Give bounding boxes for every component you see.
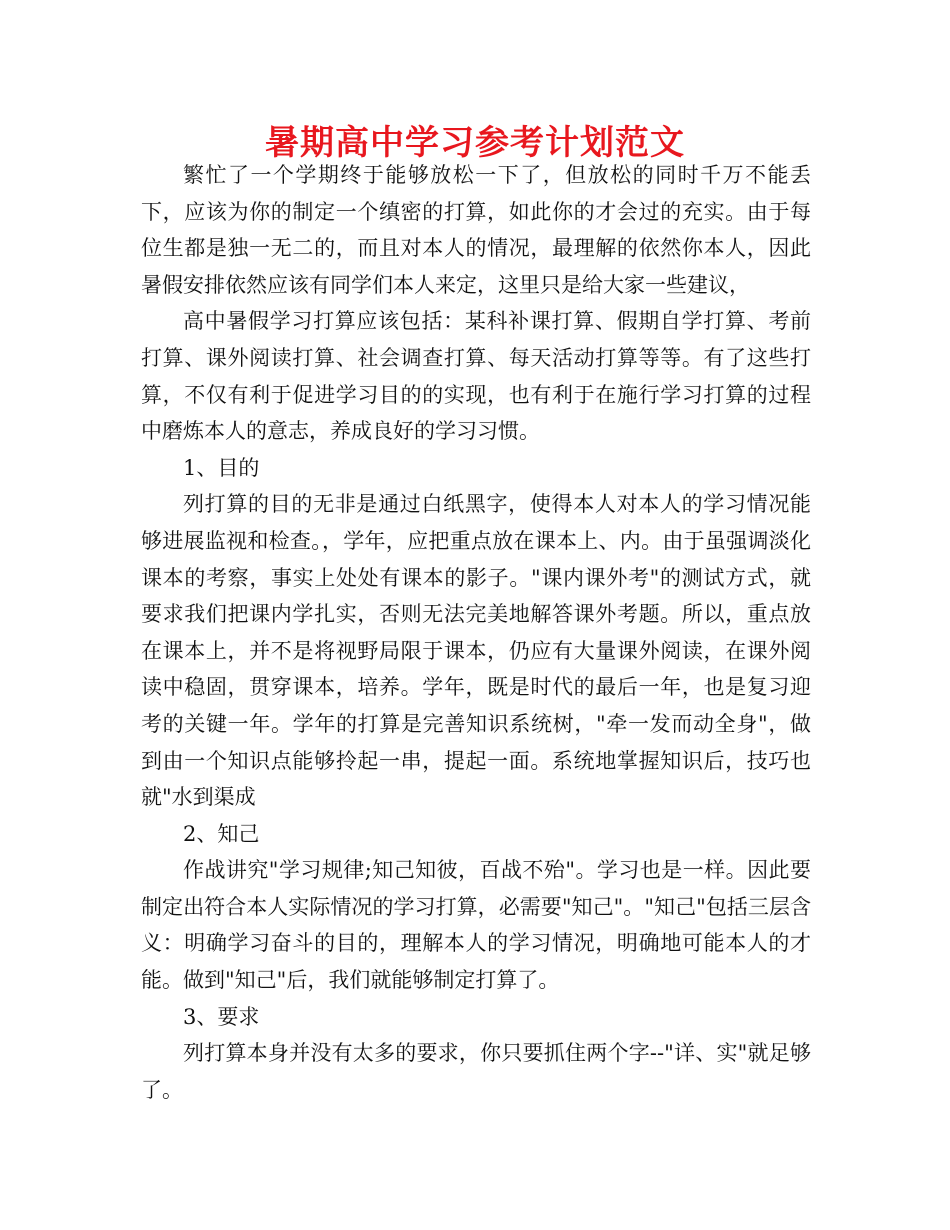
document-body [141,157,811,1108]
section-heading-purpose: 1、目的 [183,455,260,480]
document-title: 暑期高中学习参考计划范文 [265,123,685,163]
paragraph-know-yourself: 作战讲究"学习规律;知己知彼，百战不殆"。学习也是一样。因此要制定出符合本人实际情况的学习打算，必需要"知己"。"知己"包括三层含义：明确学习奋斗的目的，理解本人的学习情况，明确地可能本人的才能。做到"知己"后，我们就能够制定打算了。 [141,858,811,993]
section-heading-requirements: 3、要求 [183,1004,260,1029]
paragraph-plan-contents: 高中暑假学习打算应该包括：某科补课打算、假期自学打算、考前打算、课外阅读打算、社会调查打算、每天活动打算等等。有了这些打算，不仅有利于促进学习目的的实现，也有利于在施行学习打算的过程中磨炼本人的意志，养成良好的学习习惯。 [141,309,811,444]
paragraph-requirements: 列打算本身并没有太多的要求，你只要抓住两个字--"详、实"就足够了。 [141,1041,811,1102]
paragraph-intro: 繁忙了一个学期终于能够放松一下了，但放松的同时千万不能丢下，应该为你的制定一个缜密的打算，如此你的才会过的充实。由于每位生都是独一无二的，而且对本人的情况，最理解的依然你本人，因此暑假安排依然应该有同学们本人来定，这里只是给大家一些建议， [141,163,811,297]
section-heading-know-yourself: 2、知己 [183,821,260,846]
paragraph-purpose: 列打算的目的无非是通过白纸黑字，使得本人对本人的学习情况能够进展监视和检查。，学年，应把重点放在课本上、内。由于虽强调淡化课本的考察，事实上处处有课本的影子。"课内课外考"的测试方式，就要求我们把课内学扎实，否则无法完美地解答课外考题。所以，重点放在课本上，并不是将视野局限于课本，仍应有大量课外阅读，在课外阅读中稳固，贯穿课本，培养。学年，既是时代的最后一年，也是复习迎考的关键一年。学年的打算是完善知识系统树，"牵一发而动全身"，做到由一个知识点能够拎起一串，提起一面。系统地掌握知识后，技巧也就"水到渠成 [141,492,811,810]
